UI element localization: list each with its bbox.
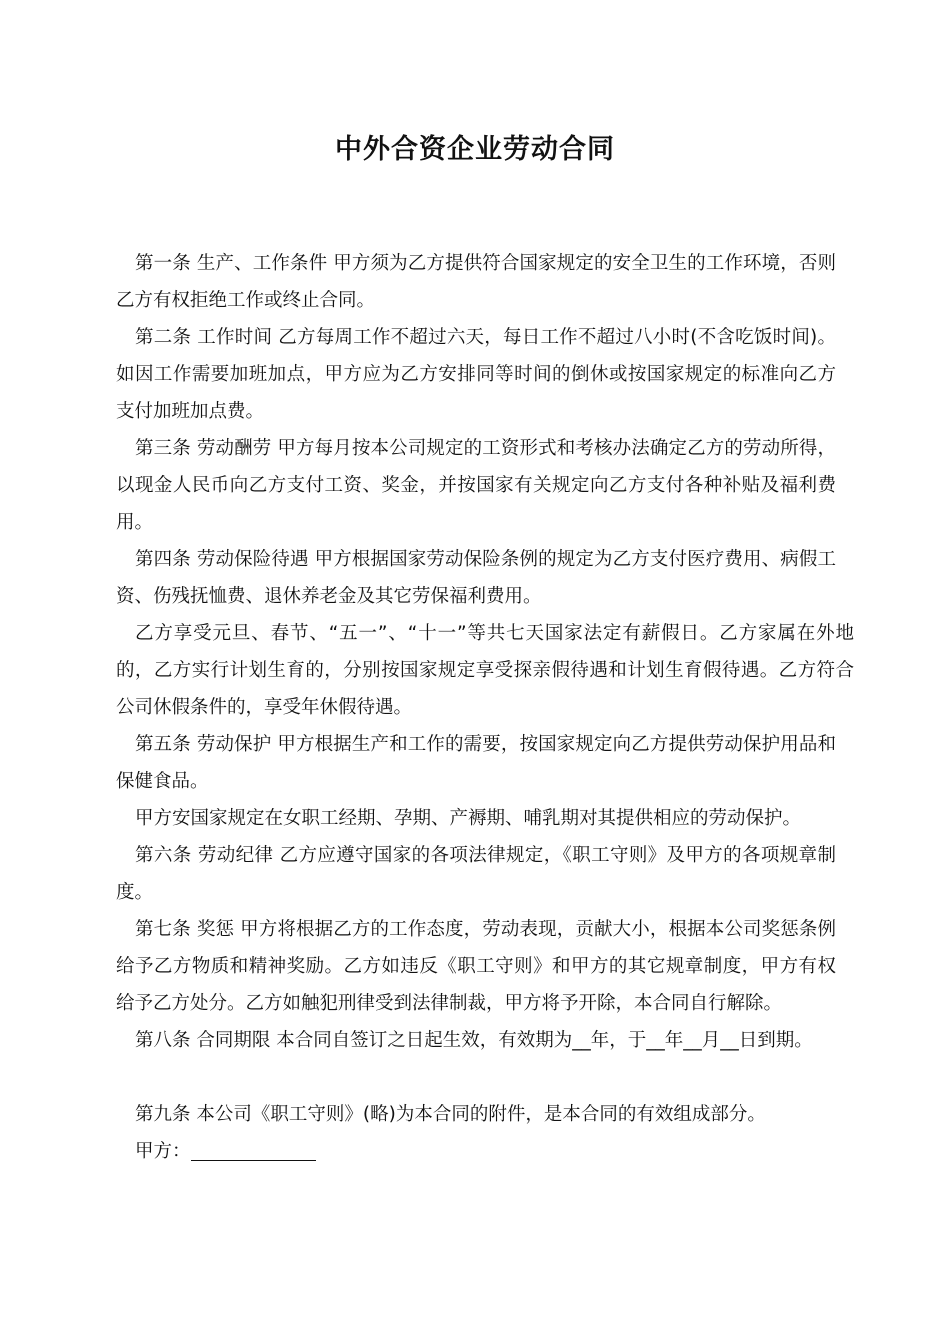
article-7: 第七条 奖惩 甲方将根据乙方的工作态度，劳动表现，贡献大小，根据本公司奖惩条例给予乙方物质和精神奖励。乙方如违反《职工守则》和甲方的其它规章制度，甲方有权给予乙方处分。乙方如触犯刑律受到法律制裁，甲方将予开除，本合同自行解除。 — [116, 919, 836, 1014]
article-3: 第三条 劳动酬劳 甲方每月按本公司规定的工资形式和考核办法确定乙方的劳动所得，以现金人民币向乙方支付工资、奖金，并按国家有关规定向乙方支付各种补贴及福利费用。 — [116, 438, 836, 533]
article-2: 第二条 工作时间 乙方每周工作不超过六天，每日工作不超过八小时(不含吃饭时间)。如因工作需要加班加点，甲方应为乙方安排同等时间的倒休或按国家规定的标准向乙方支付加班加点费。 — [116, 327, 836, 422]
party-a-label: 甲方： — [135, 1141, 191, 1162]
article-4-holidays: 乙方享受元旦、春节、“五一”、“十一”等共七天国家法定有薪假日。乙方家属在外地的，乙方实行计划生育的，分别按国家规定享受探亲假待遇和计划生育假待遇。乙方符合公司休假条件的，享受年休假待遇。 — [116, 623, 854, 718]
article-8: 第八条 合同期限 本合同自签订之日起生效，有效期为__年，于__年__月__日到期。 — [135, 1030, 813, 1051]
article-6: 第六条 劳动纪律 乙方应遵守国家的各项法律规定，《职工守则》及甲方的各项规章制度。 — [116, 845, 836, 903]
article-4: 第四条 劳动保险待遇 甲方根据国家劳动保险条例的规定为乙方支付医疗费用、病假工资、伤残抚恤费、退休养老金及其它劳保福利费用。 — [116, 549, 836, 607]
document-body — [116, 245, 854, 1170]
article-5: 第五条 劳动保护 甲方根据生产和工作的需要，按国家规定向乙方提供劳动保护用品和保健食品。 — [116, 734, 836, 792]
paragraph-spacer — [116, 1059, 836, 1096]
document-title: 中外合资企业劳动合同 — [335, 134, 615, 165]
party-a-signature — [116, 1133, 836, 1170]
party-a-signature-blank[interactable] — [191, 1138, 316, 1161]
article-5-female-protection: 甲方安国家规定在女职工经期、孕期、产褥期、哺乳期对其提供相应的劳动保护。 — [135, 808, 802, 829]
article-9: 第九条 本公司《职工守则》(略)为本合同的附件，是本合同的有效组成部分。 — [135, 1104, 766, 1125]
article-1: 第一条 生产、工作条件 甲方须为乙方提供符合国家规定的安全卫生的工作环境，否则乙方有权拒绝工作或终止合同。 — [116, 253, 836, 311]
